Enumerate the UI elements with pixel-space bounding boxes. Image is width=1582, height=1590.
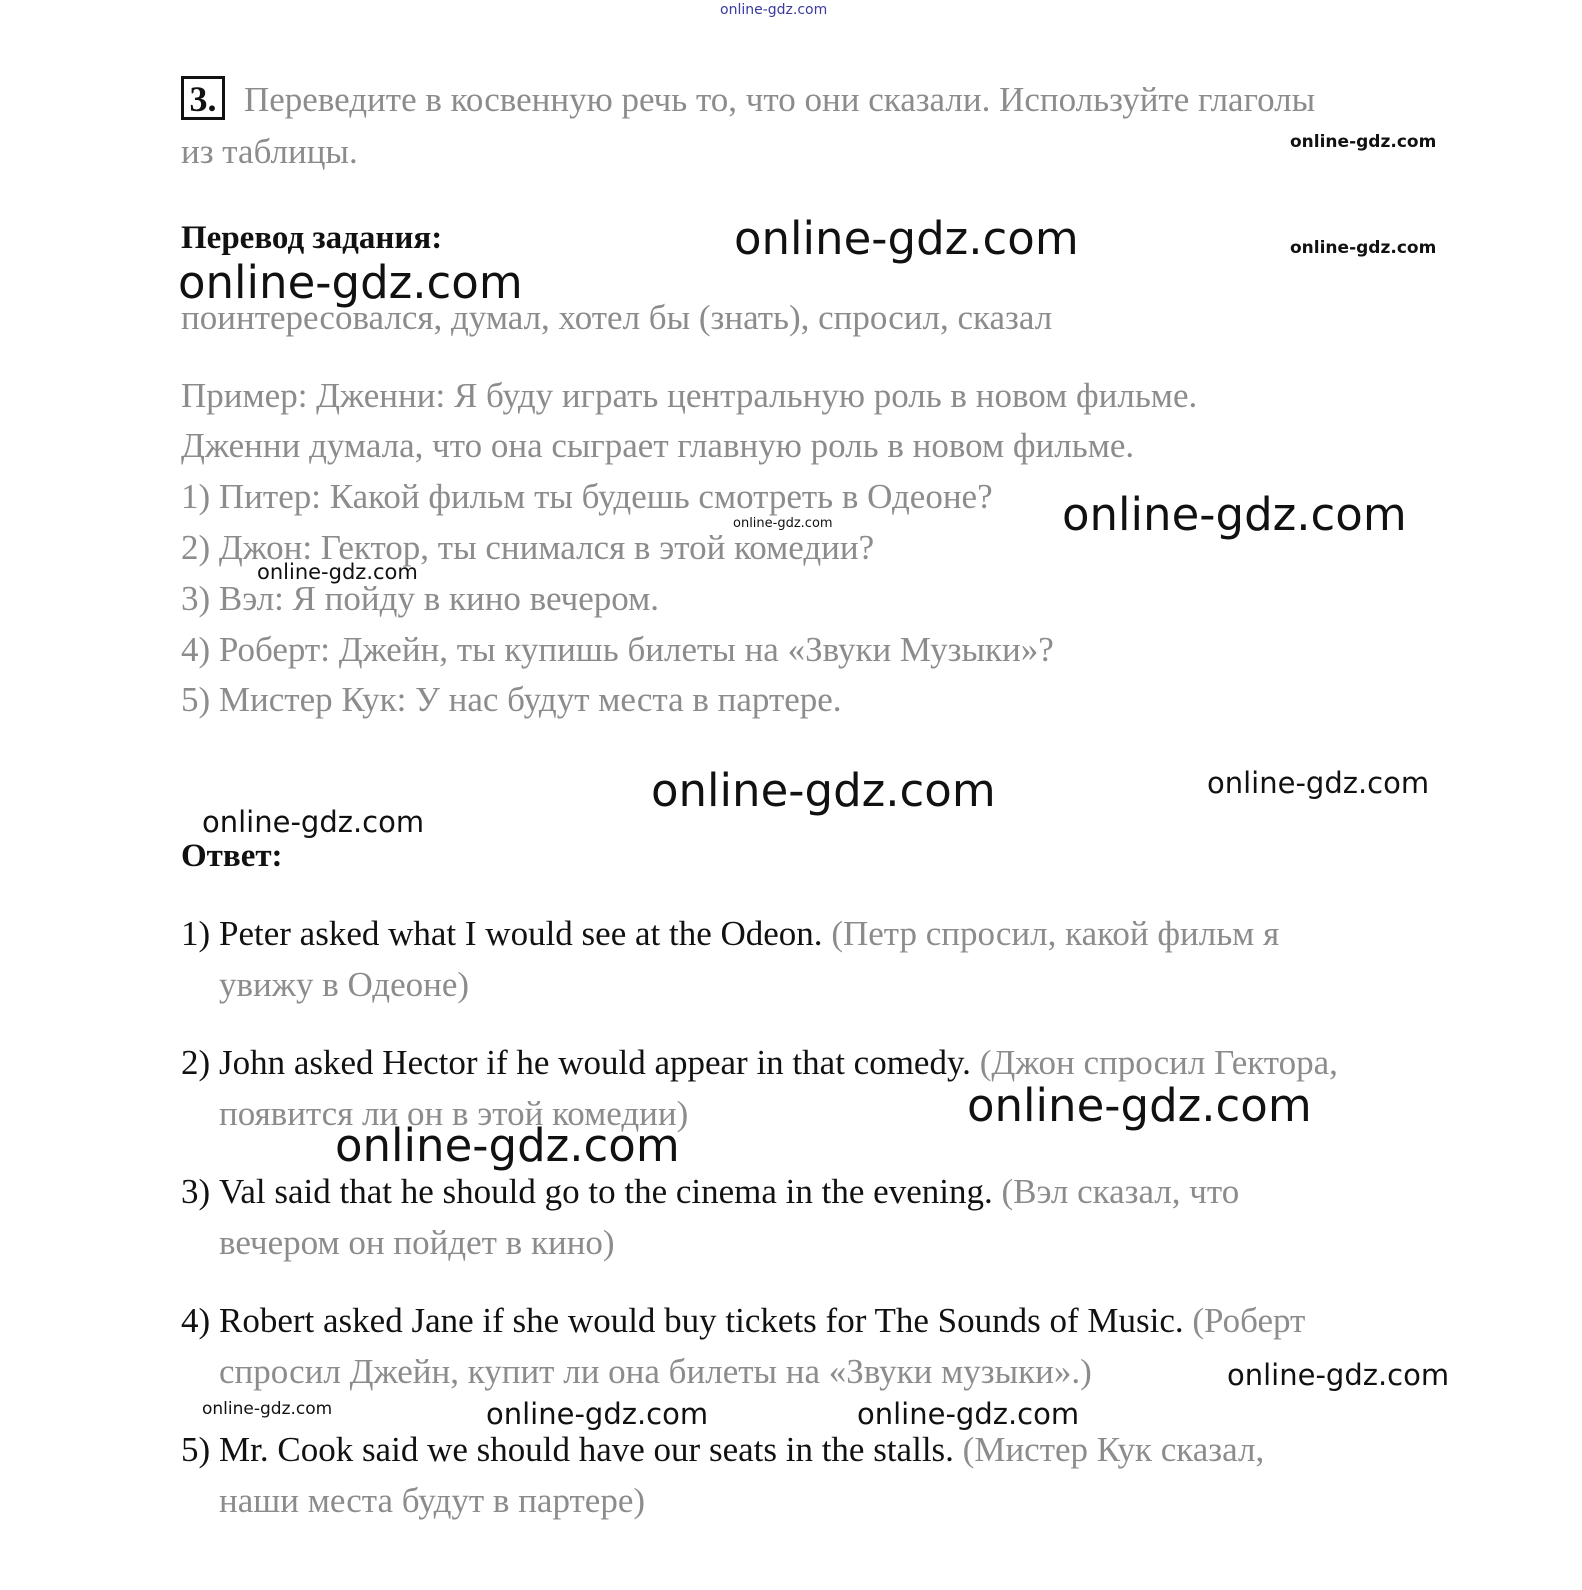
answer-russian-continuation: наши места будут в партере) — [219, 1481, 646, 1520]
watermark: online-gdz.com — [651, 764, 996, 817]
watermark: online-gdz.com — [257, 560, 418, 584]
answer-english: Mr. Cook said we should have our seats in the stalls. — [219, 1430, 954, 1469]
answer-number: 3) — [181, 1172, 211, 1211]
answer-heading: Ответ: — [181, 838, 283, 874]
translation-example-line1: Пример: Дженни: Я буду играть центральную роль в новом фильме. — [181, 376, 1198, 415]
watermark: online-gdz.com — [1227, 1358, 1450, 1392]
translation-heading: Перевод задания: — [181, 220, 443, 256]
answer-number: 4) — [181, 1301, 211, 1340]
watermark: online-gdz.com — [1062, 488, 1407, 541]
watermark: online-gdz.com — [967, 1079, 1312, 1132]
answer-russian-continuation: вечером он пойдет в кино) — [219, 1223, 615, 1262]
watermark: online-gdz.com — [202, 805, 425, 839]
watermark: online-gdz.com — [1290, 238, 1437, 258]
translation-item: 3) Вэл: Я пойду в кино вечером. — [181, 579, 660, 618]
task-text-line1: Переведите в косвенную речь то, что они сказали. Используйте глаголы — [244, 80, 1316, 119]
translation-item: 5) Мистер Кук: У нас будут места в партере. — [181, 680, 842, 719]
answer-russian: (Мистер Кук сказал, — [962, 1430, 1265, 1469]
answer-item-4 — [181, 1301, 1305, 1341]
answer-russian: (Вэл сказал, что — [1001, 1172, 1240, 1211]
translation-item: 1) Питер: Какой фильм ты будешь смотреть в Одеоне? — [181, 477, 993, 516]
top-watermark-link[interactable]: online-gdz.com — [720, 2, 828, 18]
answer-english: Val said that he should go to the cinema in the evening. — [219, 1172, 993, 1211]
translation-item: 4) Роберт: Джейн, ты купишь билеты на «Звуки Музыки»? — [181, 630, 1054, 669]
answer-english: Robert asked Jane if she would buy tickets for The Sounds of Music. — [219, 1301, 1184, 1340]
watermark: online-gdz.com — [202, 1399, 333, 1419]
answer-number: 5) — [181, 1430, 211, 1469]
watermark: online-gdz.com — [1207, 766, 1430, 800]
answer-item-2 — [181, 1043, 1338, 1083]
answer-russian: (Роберт — [1192, 1301, 1306, 1340]
answer-number: 2) — [181, 1043, 211, 1082]
task-text-line2: из таблицы. — [181, 132, 358, 171]
watermark: online-gdz.com — [733, 516, 833, 531]
translation-example-line2: Дженни думала, что она сыграет главную роль в новом фильме. — [181, 426, 1135, 465]
translation-verbs: поинтересовался, думал, хотел бы (знать), спросил, сказал — [181, 298, 1053, 337]
answer-russian-continuation: спросил Джейн, купит ли она билеты на «Звуки музыки».) — [219, 1352, 1092, 1391]
answer-english: John asked Hector if he would appear in that comedy. — [219, 1043, 971, 1082]
answer-russian: (Джон спросил Гектора, — [979, 1043, 1338, 1082]
watermark: online-gdz.com — [178, 256, 523, 309]
task-number-box: 3. — [181, 76, 225, 120]
translation-item: 2) Джон: Гектор, ты снимался в этой комедии? — [181, 528, 875, 567]
answer-item-3 — [181, 1172, 1239, 1212]
answer-russian-continuation: увижу в Одеоне) — [219, 965, 470, 1004]
watermark: online-gdz.com — [335, 1119, 680, 1172]
watermark: online-gdz.com — [857, 1397, 1080, 1431]
answer-russian-continuation: появится ли он в этой комедии) — [219, 1094, 689, 1133]
answer-item-1 — [181, 914, 1279, 954]
watermark: online-gdz.com — [734, 212, 1079, 265]
answer-russian: (Петр спросил, какой фильм я — [831, 914, 1280, 953]
watermark: online-gdz.com — [1290, 132, 1437, 152]
watermark: online-gdz.com — [486, 1397, 709, 1431]
answer-number: 1) — [181, 914, 211, 953]
answer-item-5 — [181, 1430, 1264, 1470]
answer-english: Peter asked what I would see at the Odeon. — [219, 914, 823, 953]
